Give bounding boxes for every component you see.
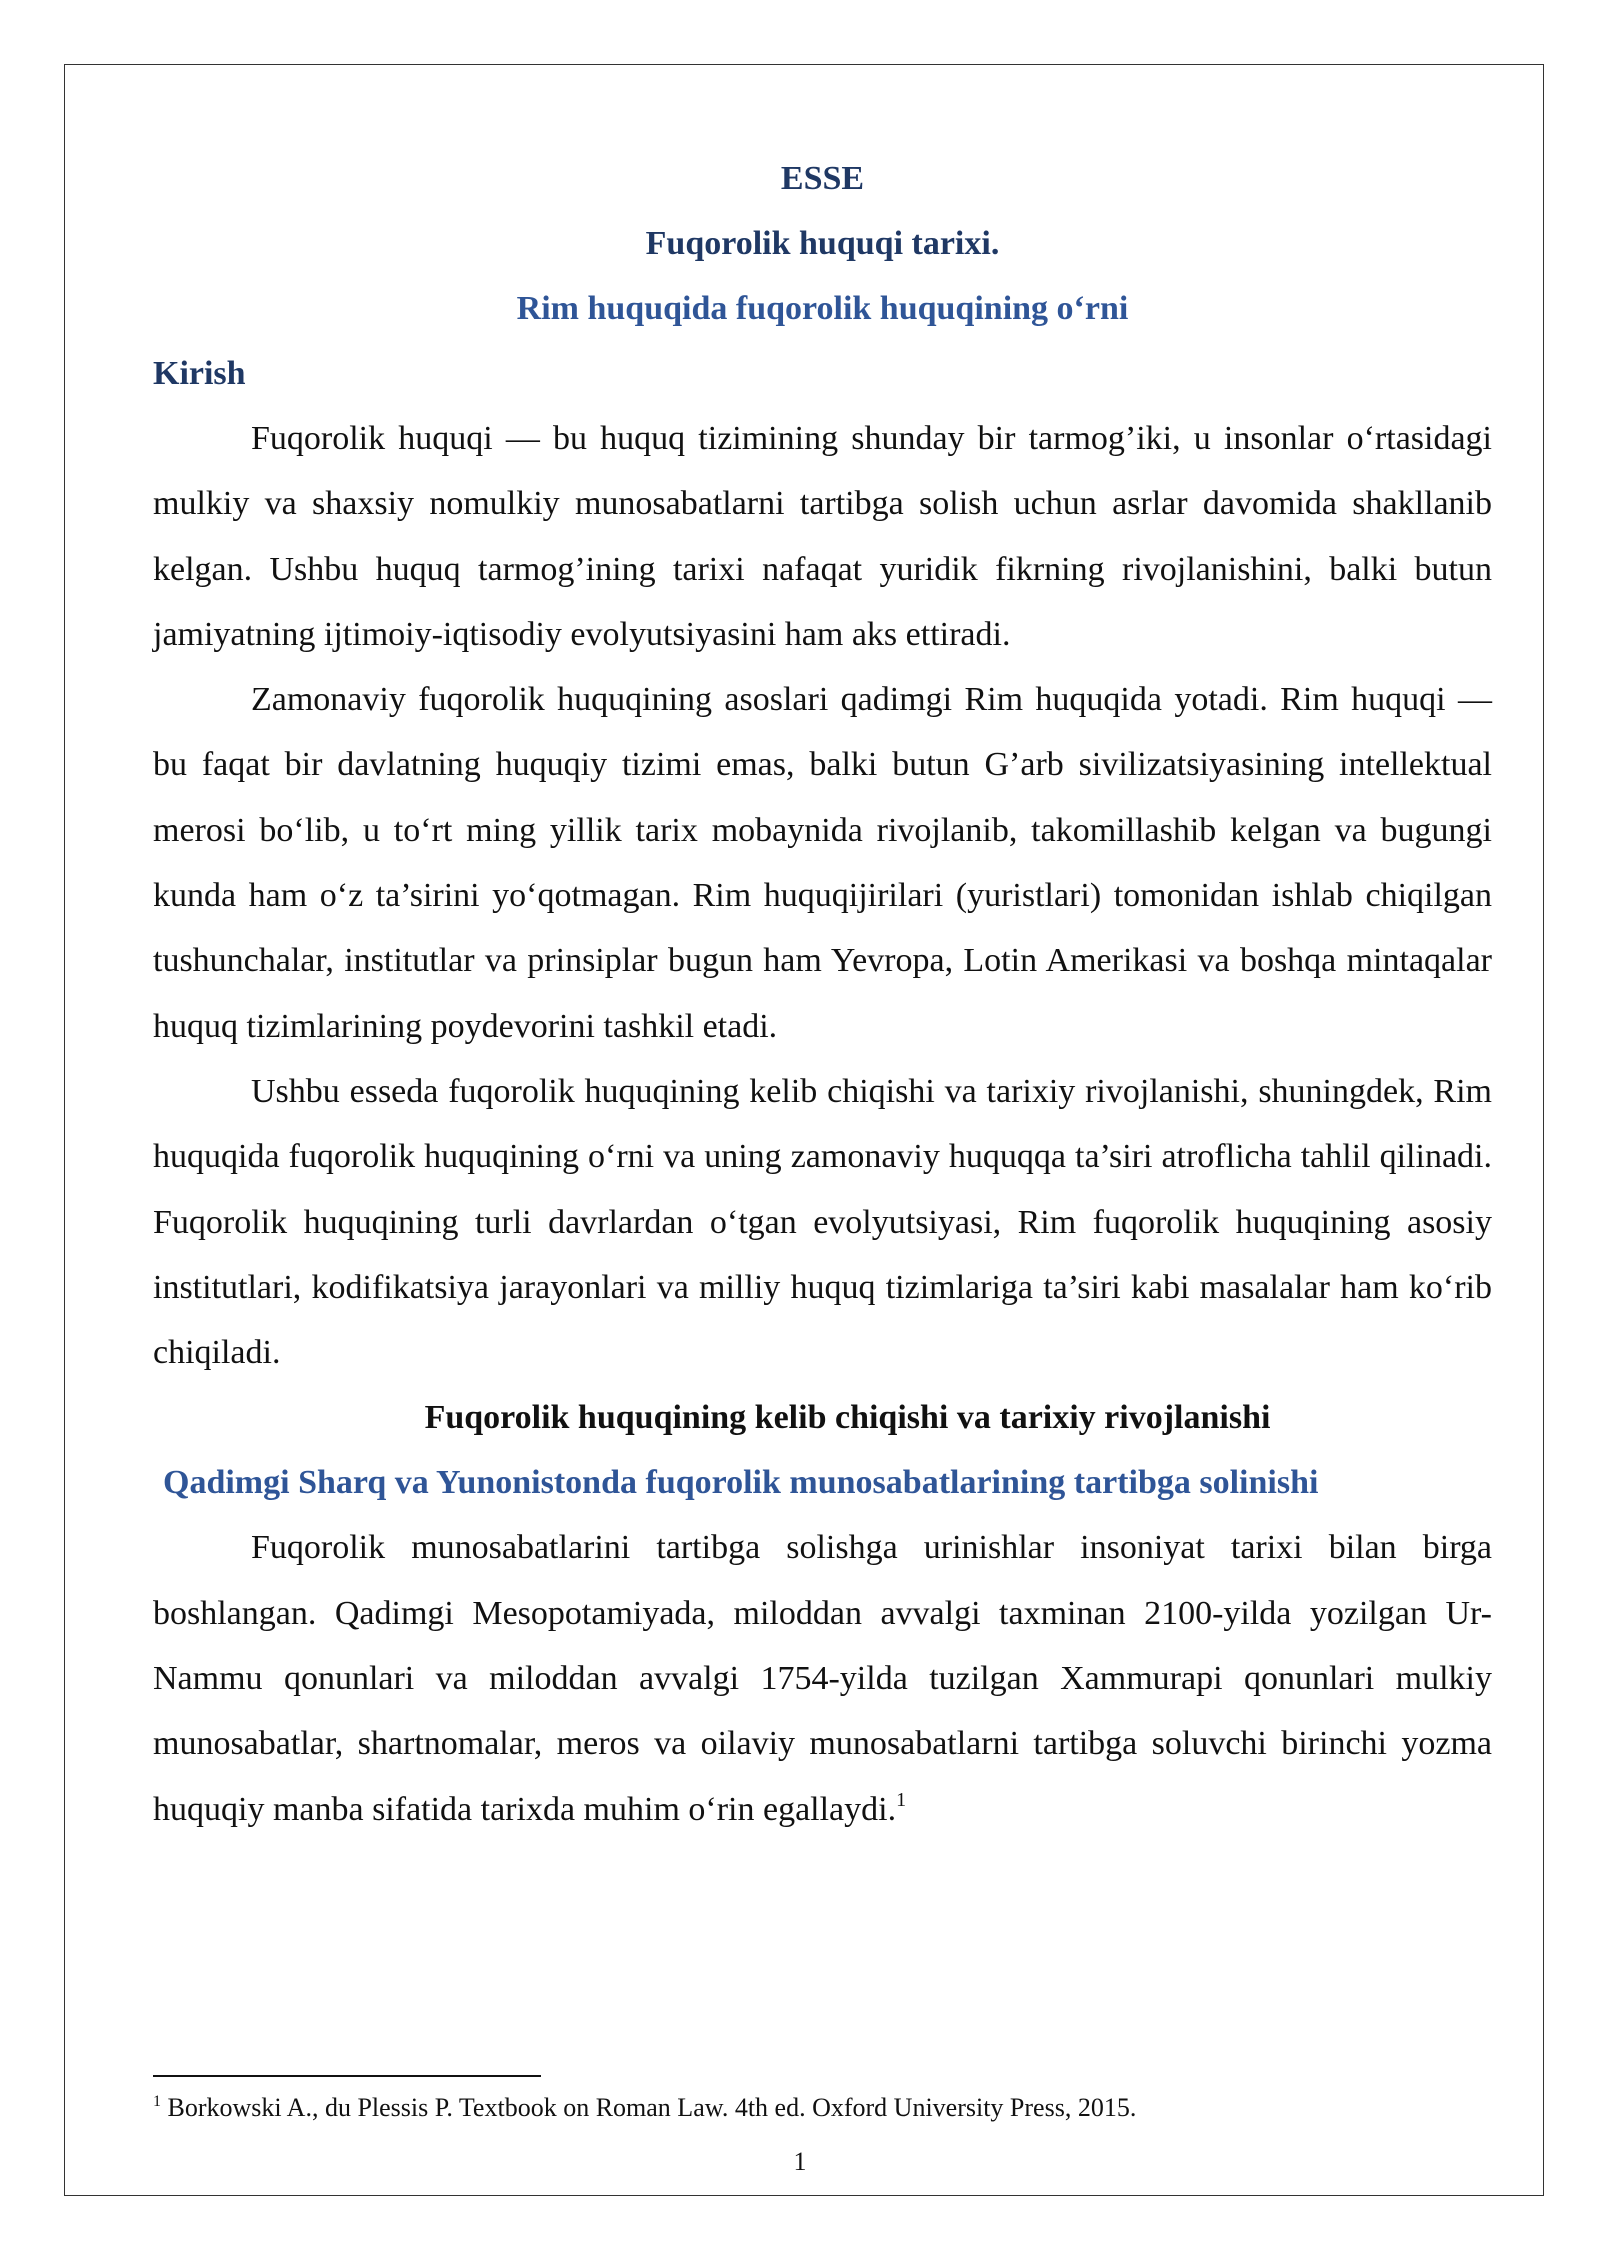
section-subheading: Qadimgi Sharq va Yunonistonda fuqorolik munosabatlarining tartibga solinishi [163, 1464, 1319, 1502]
intro-paragraph: Ushbu esseda fuqorolik huquqining kelib chiqishi va tarixiy rivojlanishi, shuningdek, Rim huquqida fuqorolik huquqining o‘rni va uning zamonaviy huquqqa ta’siri atroflicha tahlil qilinadi. Fuqorolik huquqining turli davrlardan o‘tgan evolyutsiyasi, Rim fuqorolik huquqining asosiy institutlari, kodifikatsiya jarayonlari va milliy huquq tizimlariga ta’siri kabi masalalar ham ko‘rib chiqiladi. [153, 1072, 1492, 1372]
section-paragraph-text: Fuqorolik munosabatlarini tartibga solishga urinishlar insoniyat tarixi bilan birga boshlangan. Qadimgi Mesopotamiyada, miloddan avvalgi taxminan 2100-yilda yozilgan Ur-Nammu qonunlari va miloddan avvalgi 1754-yilda tuzilgan Xammurapi qonunlari mulkiy munosabatlar, shartnomalar, meros va oilaviy munosabatlarni tartibga soluvchi birinchi yozma huquqiy manba sifatida tarixda muhim o‘rin egallaydi. [153, 1529, 1492, 1828]
intro-paragraph: Zamonaviy fuqorolik huquqining asoslari qadimgi Rim huquqida yotadi. Rim huquqi — bu faqat bir davlatning huquqiy tizimi emas, balki butun G’arb sivilizatsiyasining intellektual merosi bo‘lib, u to‘rt ming yillik tarix mobaynida rivojlanib, takomillashib kelgan va bugungi kunda ham o‘z ta’sirini yo‘qotmagan. Rim huquqijirilari (yuristlari) tomonidan ishlab chiqilgan tushunchalar, institutlar va prinsiplar bugun ham Yevropa, Lotin Amerikasi va boshqa mintaqalar huquq tizimlarining poydevorini tashkil etadi. [153, 681, 1492, 1045]
footnote-marker: 1 [153, 2093, 161, 2110]
document-body [153, 146, 1492, 1842]
document-title: Fuqorolik huquqi tarixi. [645, 225, 1000, 262]
document-label: ESSE [780, 160, 865, 197]
footnote-text: Borkowski A., du Plessis P. Textbook on Roman Law. 4th ed. Oxford University Press, 2015. [167, 2093, 1137, 2122]
footnote-reference[interactable]: 1 [896, 1788, 907, 1811]
footnote [153, 2090, 1493, 2126]
page-number: 1 [793, 2147, 807, 2176]
intro-paragraph: Fuqorolik huquqi — bu huquq tizimining shunday bir tarmog’iki, u insonlar o‘rtasidagi mulkiy va shaxsiy nomulkiy munosabatlarni tartibga solish uchun asrlar davomida shakllanib kelgan. Ushbu huquq tarmog’ining tarixi nafaqat yuridik fikrning rivojlanishini, balki butun jamiyatning ijtimoiy-iqtisodiy evolyutsiyasini ham aks ettiradi. [153, 420, 1492, 653]
document-subtitle: Rim huquqida fuqorolik huquqining o‘rni [516, 290, 1129, 327]
footnote-divider [153, 2075, 541, 2077]
section-heading: Fuqorolik huquqining kelib chiqishi va tarixiy rivojlanishi [424, 1399, 1271, 1437]
intro-heading: Kirish [153, 355, 246, 392]
section-paragraph [153, 1515, 1492, 1841]
